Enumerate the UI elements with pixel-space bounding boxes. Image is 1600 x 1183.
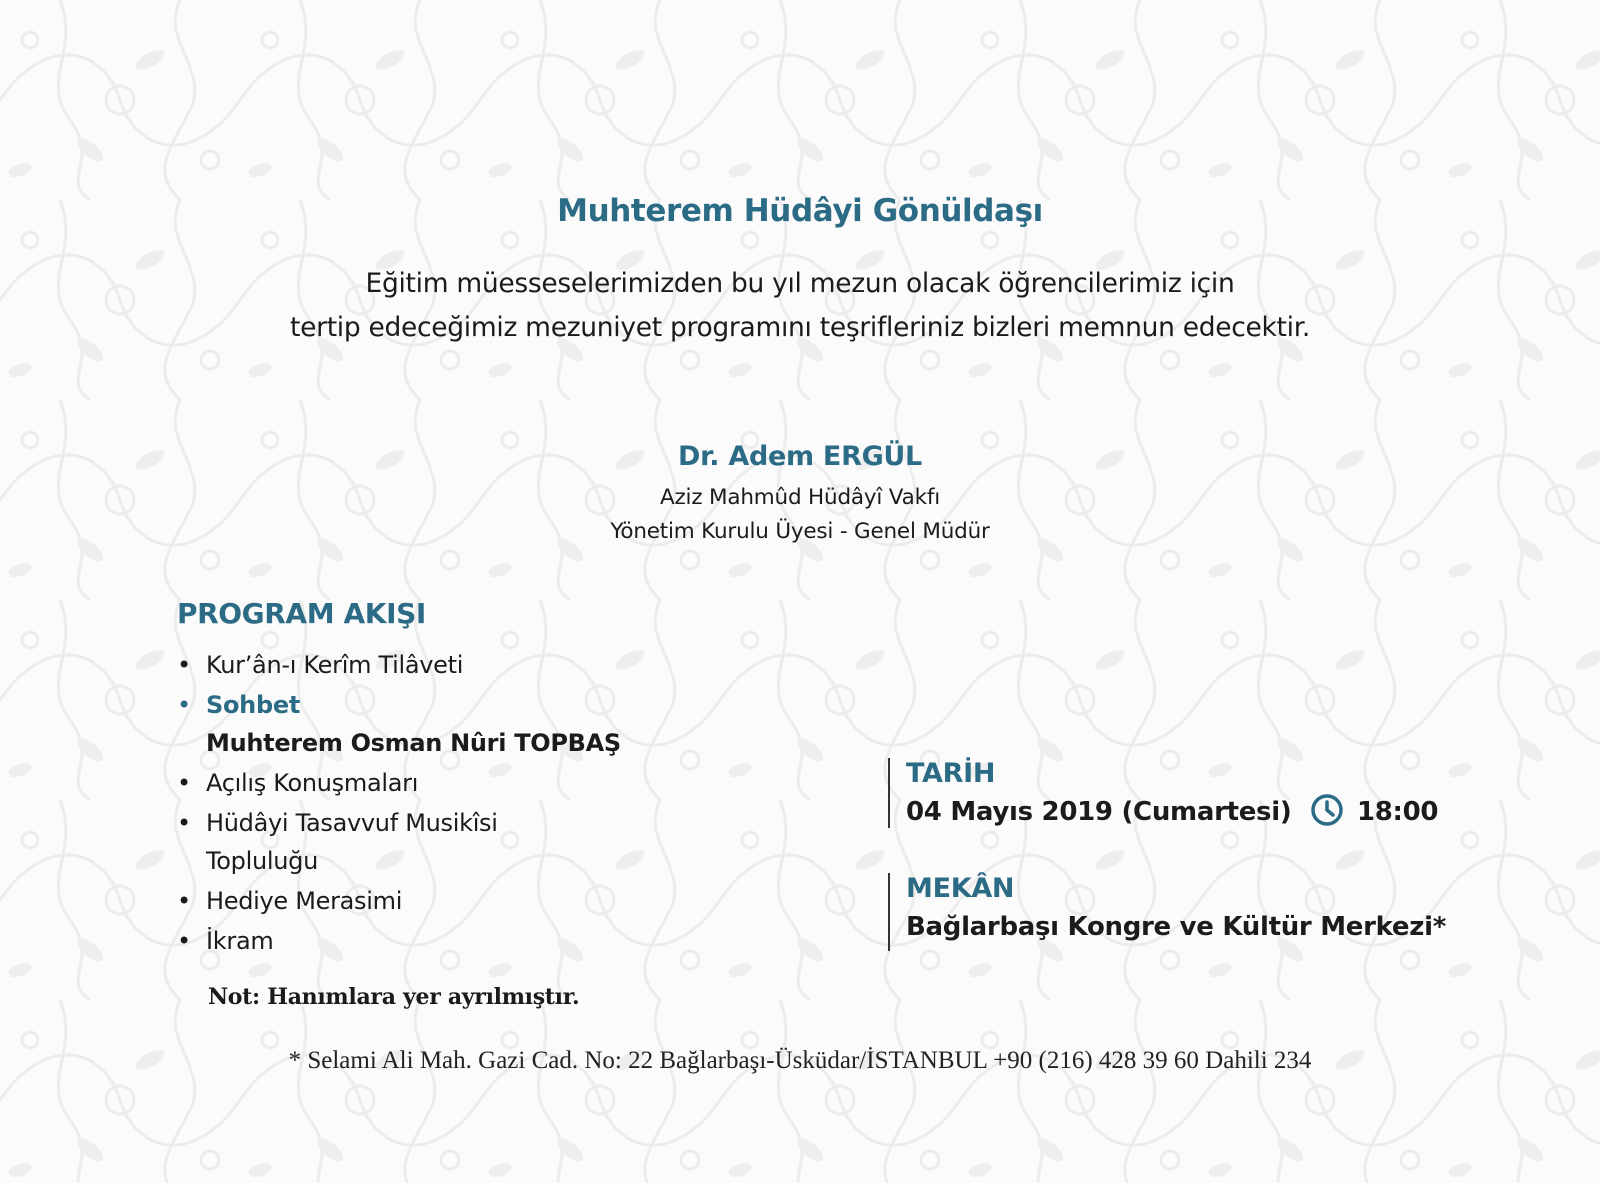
address-footnote: * Selami Ali Mah. Gazi Cad. No: 22 Bağlarbaşı-Üsküdar/İSTANBUL +90 (216) 428 39 60 Dahili 234	[288, 1047, 1312, 1074]
program-title: PROGRAM AKIŞI	[177, 597, 426, 630]
date-time-line	[906, 790, 1438, 834]
date-block	[888, 758, 1438, 828]
note-text: Not: Hanımlara yer ayrılmıştır.	[208, 984, 580, 1010]
bullet: •	[177, 651, 191, 679]
venue-label: MEKÂN	[906, 873, 1015, 904]
program-item-label: Sohbet	[206, 691, 300, 719]
bullet: •	[177, 809, 191, 837]
program-item-label: İkram	[206, 927, 274, 955]
program-item-label: Kur’ân-ı Kerîm Tilâveti	[206, 651, 464, 679]
bullet: •	[177, 887, 191, 915]
clock-icon	[1310, 793, 1344, 827]
program-item-acilis	[177, 764, 697, 802]
program-item-ikram	[177, 922, 697, 960]
salutation-heading: Muhterem Hüdâyi Gönüldaşı	[557, 193, 1043, 229]
bullet: •	[177, 691, 191, 719]
program-item-sohbet	[177, 686, 697, 762]
program-list	[177, 646, 697, 962]
program-item-label: Hüdâyi Tasavvuf Musikîsi	[206, 809, 498, 837]
invitation-text-line-2: tertip edeceğimiz mezuniyet programını teşrifleriniz bizleri memnun edecektir.	[290, 312, 1310, 343]
program-item-label-line-2: Topluluğu	[206, 847, 319, 875]
bullet: •	[177, 927, 191, 955]
event-time: 18:00	[1356, 797, 1439, 827]
program-item-hediye	[177, 882, 697, 920]
bullet: •	[177, 769, 191, 797]
program-item-speaker: Muhterem Osman Nûri TOPBAŞ	[206, 729, 621, 757]
event-date: 04 Mayıs 2019 (Cumartesi)	[906, 797, 1292, 827]
signer-organization: Aziz Mahmûd Hüdâyî Vakfı	[659, 485, 941, 510]
program-item-label: Hediye Merasimi	[206, 887, 403, 915]
signer-name: Dr. Adem ERGÜL	[678, 441, 922, 472]
program-item-tilavet	[177, 646, 697, 684]
venue-name: Bağlarbaşı Kongre ve Kültür Merkezi*	[906, 912, 1446, 942]
program-item-musiki	[177, 804, 697, 880]
venue-block	[888, 873, 1446, 951]
program-item-label: Açılış Konuşmaları	[206, 769, 419, 797]
signer-role: Yönetim Kurulu Üyesi - Genel Müdür	[610, 519, 990, 544]
invitation-text	[0, 262, 1600, 350]
invitation-text-line-1: Eğitim müesseselerimizden bu yıl mezun olacak öğrencilerimiz için	[365, 268, 1235, 299]
date-label: TARİH	[906, 758, 996, 789]
